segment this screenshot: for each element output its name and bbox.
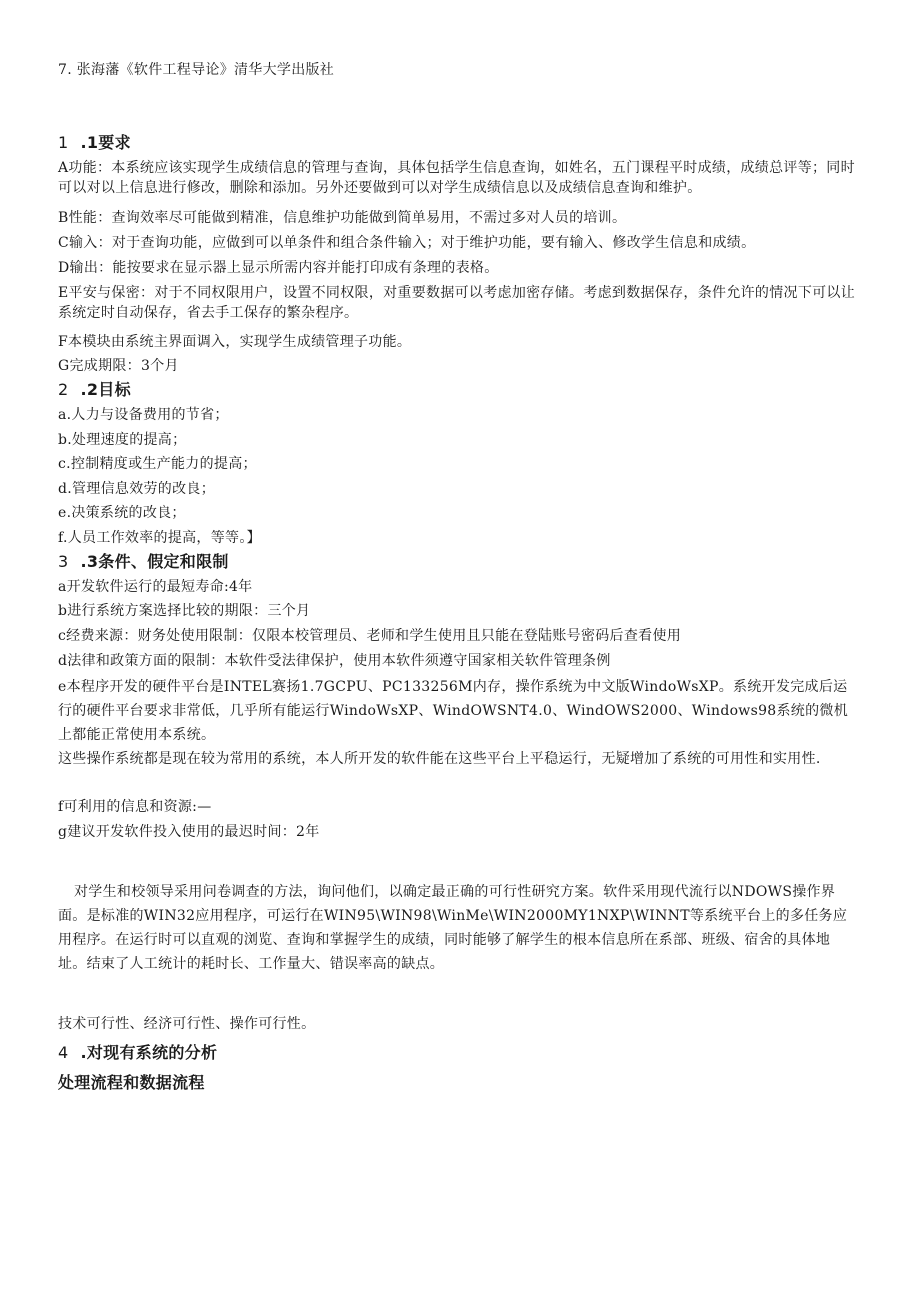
requirement-g: G完成期限：3个月	[58, 358, 179, 374]
method-paragraph: 对学生和校领导采用问卷调查的方法，询问他们，以确定最正确的可行性研究方案。软件采用现代流行以NDOWS操作界面。是标准的WIN32应用程序，可运行在WIN95\WIN98\WinMe\WIN2000MY1NXP\WINNT等系统平台上的多任务应用程序。在运行时可以直观的浏览、查询和掌握学生的成绩，同时能够了解学生的根本信息所在系部、班级、宿舍的具体地址。结束了人工统计的耗时长、工作量大、错误率高的缺点。	[58, 884, 848, 972]
goal-item: e.决策系统的改良；	[58, 505, 186, 521]
sub-heading: 处理流程和数据流程	[58, 1073, 205, 1092]
requirement-a: A功能：本系统应该实现学生成绩信息的管理与查询，具体包括学生信息查询，如姓名，五门课程平时成绩，成绩总评等；同时可以对以上信息进行修改，删除和添加。另外还要做到可以对学生成绩信息以及成绩信息查询和维护。	[58, 160, 855, 196]
condition-item: f可利用的信息和资源:—	[58, 799, 212, 815]
section-title: .2目标	[80, 380, 131, 399]
goal-item: c.控制精度或生产能力的提高；	[58, 456, 257, 472]
requirement-b: B性能：查询效率尽可能做到精准，信息维护功能做到简单易用，不需过多对人员的培训。	[58, 210, 627, 226]
section-number: 2	[58, 380, 69, 399]
section-2-heading	[58, 380, 858, 400]
requirement-d: D输出：能按要求在显示器上显示所需内容并能打印成有条理的表格。	[58, 260, 499, 276]
goal-item: b.处理速度的提高；	[58, 432, 187, 448]
condition-item: e本程序开发的硬件平台是INTEL赛扬1.7GCPU、PC133256M内存，操作系统为中文版WindoWsXP。系统开发完成后运行的硬件平台要求非常低，几乎所有能运行WindoWsXP、WindOWSNT4.0、WindOWS2000、Windows98系统的微机上都能正常使用本系统。	[58, 679, 848, 743]
section-number: 4	[58, 1043, 69, 1062]
section-title: .1要求	[80, 133, 131, 152]
goal-item: f.人员工作效率的提高，等等。】	[58, 530, 261, 546]
goal-item: a.人力与设备费用的节省；	[58, 407, 229, 423]
section-title: .对现有系统的分析	[80, 1043, 218, 1062]
requirement-f: F本模块由系统主界面调入，实现学生成绩管理子功能。	[58, 334, 412, 350]
section-number: 3	[58, 552, 69, 571]
condition-item: b进行系统方案选择比较的期限：三个月	[58, 603, 311, 619]
reference-line: 7. 张海藩《软件工程导论》清华大学出版社	[58, 62, 335, 78]
section-1-heading	[58, 133, 858, 153]
section-4-heading	[58, 1043, 858, 1063]
requirement-e: E平安与保密：对于不同权限用户，设置不同权限，对重要数据可以考虑加密存储。考虑到数据保存，条件允许的情况下可以让系统定时自动保存，省去手工保存的繁杂程序。	[58, 285, 856, 321]
requirement-c: C输入：对于查询功能，应做到可以单条件和组合条件输入；对于维护功能，要有输入、修改学生信息和成绩。	[58, 235, 756, 251]
condition-item: g建议开发软件投入使用的最迟时间：2年	[58, 824, 320, 840]
feasibility-line: 技术可行性、经济可行性、操作可行性。	[58, 1016, 316, 1032]
condition-item: a开发软件运行的最短寿命:4年	[58, 579, 253, 595]
section-title: .3条件、假定和限制	[80, 552, 229, 571]
section-3-heading	[58, 552, 858, 572]
condition-note: 这些操作系统都是现在较为常用的系统，本人所开发的软件能在这些平台上平稳运行，无疑增加了系统的可用性和实用性.	[58, 751, 821, 767]
condition-item: d法律和政策方面的限制：本软件受法律保护，使用本软件须遵守国家相关软件管理条例	[58, 653, 611, 669]
goal-item: d.管理信息效劳的改良；	[58, 481, 216, 497]
condition-item: c经费来源：财务处使用限制：仅限本校管理员、老师和学生使用且只能在登陆账号密码后查看使用	[58, 628, 682, 644]
section-number: 1	[58, 133, 69, 152]
